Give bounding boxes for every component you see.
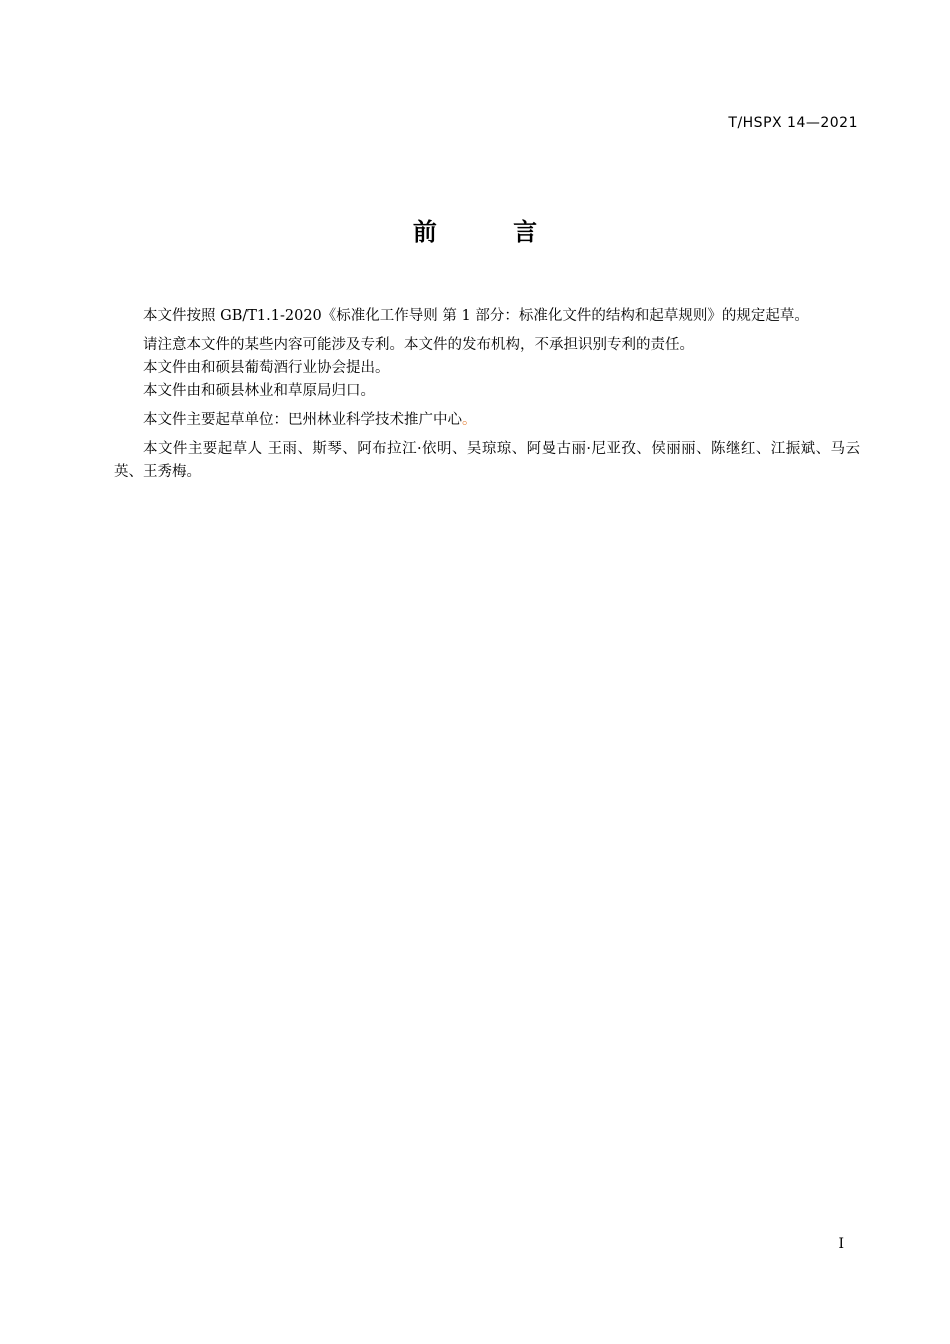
paragraph-patent-notice: 请注意本文件的某些内容可能涉及专利。本文件的发布机构，不承担识别专利的责任。	[143, 337, 694, 353]
drafting-unit-period: 。	[462, 412, 477, 428]
drafting-unit-text: 本文件主要起草单位：巴州林业科学技术推广中心	[143, 412, 462, 428]
page-number: I	[838, 1236, 844, 1252]
paragraph-drafters: 本文件主要起草人 王雨、斯琴、阿布拉江·依明、吴琼琼、阿曼古丽·尼亚孜、侯丽丽、陈继红、江振斌、马云英、王秀梅。	[114, 441, 860, 480]
page-title: 前 言	[412, 218, 572, 246]
document-code: T/HSPX 14—2021	[728, 115, 858, 131]
foreword-body	[114, 305, 860, 484]
paragraph-standard-basis: 本文件按照 GB/T1.1-2020《标准化工作导则 第 1 部分：标准化文件的结构和起草规则》的规定起草。	[143, 308, 809, 324]
paragraph-drafting-unit	[114, 409, 860, 432]
paragraph-administrator: 本文件由和硕县林业和草原局归口。	[143, 383, 375, 399]
paragraph-proposer: 本文件由和硕县葡萄酒行业协会提出。	[143, 360, 390, 376]
